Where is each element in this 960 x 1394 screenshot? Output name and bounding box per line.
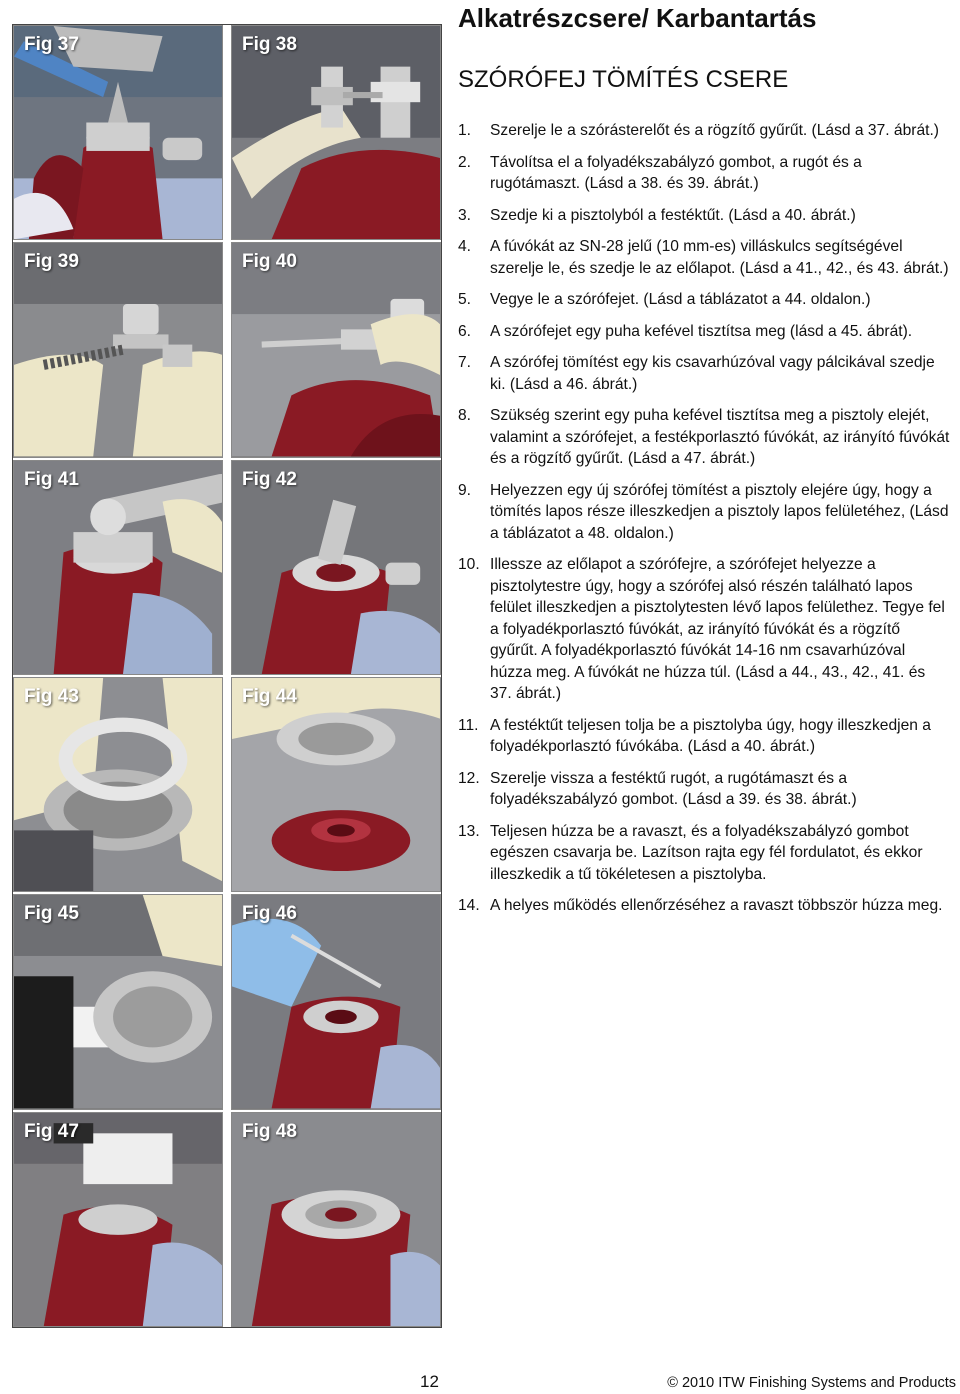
figure-label: Fig 39 <box>24 251 79 273</box>
step-text: Távolítsa el a folyadékszabályzó gombot, a rugót és a rugótámaszt. (Lásd a 38. és 39. ábrát.) <box>490 153 862 192</box>
figure-label: Fig 42 <box>242 468 297 490</box>
figure-39-photo <box>13 242 223 457</box>
step-item <box>458 715 950 758</box>
step-number: 6. <box>458 322 472 340</box>
step-number: 12. <box>458 769 480 787</box>
step-list <box>458 120 950 917</box>
step-number: 11. <box>458 716 479 734</box>
step-number: 3. <box>458 206 472 224</box>
step-number: 8. <box>458 407 472 424</box>
figure-label: Fig 47 <box>24 1120 79 1142</box>
step-number: 4. <box>458 238 472 255</box>
step-text: Helyezzen egy új szórófej tömítést a pisztoly elejére úgy, hogy a tömítés lapos része illeszkedjen a pisztoly lapos felületéhez, (Lásd a táblázatot a 48. oldalon.) <box>490 481 949 542</box>
copyright-notice: © 2010 ITW Finishing Systems and Products <box>667 1375 956 1391</box>
step-text: Szedje ki a pisztolyból a festéktűt. (Lásd a 40. ábrát.) <box>490 206 856 224</box>
figure-42-photo <box>231 460 441 675</box>
step-item <box>458 554 950 705</box>
figure-38-photo <box>231 25 441 240</box>
step-item <box>458 289 950 311</box>
step-item <box>458 152 950 195</box>
figure-label: Fig 37 <box>24 34 79 55</box>
step-item <box>458 895 950 917</box>
figure-label: Fig 46 <box>242 903 297 925</box>
step-text: A szórófejet egy puha kefével tisztítsa meg (lásd a 45. ábrát). <box>490 322 913 340</box>
step-item <box>458 352 950 395</box>
step-text: A festéktűt teljesen tolja be a pisztolyba úgy, hogy illeszkedjen a folyadékporlasztó fúvókába. (Lásd a 40. ábrát.) <box>490 716 931 755</box>
figure-46-photo <box>231 894 441 1109</box>
figure-37-photo <box>13 25 223 240</box>
step-text: Illessze az előlapot a szórófejre, a szórófejet helyezze a pisztolytestre úgy, hogy a szórófej alsó részén található lapos felület illeszkedjen a pisztolytesten lévő lapos felülethez. Tegye fel a folyadékporlasztó fúvókát, az irányító fúvókát és a rögzítő gyűrűt. A folyadékporlasztó fúvókát 14-16 nm csavarhúzóval húzza meg. A fúvókát ne húzza túl. (Lásd a 44., 43., 42., 41. és 37. ábrát.) <box>490 556 945 702</box>
step-item <box>458 768 950 811</box>
figure-45-photo <box>13 894 223 1109</box>
step-text: Szerelje le a szórásterelőt és a rögzítő gyűrűt. (Lásd a 37. ábrát.) <box>490 122 939 139</box>
step-item <box>458 321 950 343</box>
figure-label: Fig 38 <box>242 34 297 55</box>
step-item <box>458 405 950 470</box>
step-item <box>458 120 950 142</box>
section-title: SZÓRÓFEJ TÖMÍTÉS CSERE <box>458 66 789 93</box>
figure-47-photo <box>13 1112 223 1327</box>
page-title: Alkatrészcsere/ Karbantartás <box>458 3 817 33</box>
step-text: A helyes működés ellenőrzéséhez a ravaszt többször húzza meg. <box>490 897 943 914</box>
step-number: 9. <box>458 481 472 499</box>
step-item <box>458 236 950 279</box>
step-number: 7. <box>458 354 472 371</box>
step-text: Teljesen húzza be a ravaszt, és a folyadékszabályzó gombot egészen csavarja be. Lazítson rajta egy fél fordulatot, és ekkor illeszkedik a tű tökéletesen a pisztolyba. <box>490 822 923 883</box>
step-number: 13. <box>458 822 480 840</box>
figure-40-photo <box>231 242 441 457</box>
figure-label: Fig 44 <box>242 685 297 707</box>
figure-44-photo <box>231 677 441 892</box>
figure-label: Fig 43 <box>24 685 79 707</box>
step-number: 5. <box>458 291 472 308</box>
step-text: Szükség szerint egy puha kefével tisztítsa meg a pisztoly elejét, valamint a szórófejet, a festékporlasztó fúvókát, az irányító fúvókát és a rögzítő gyűrűt. (Lásd a 47. ábrát.) <box>490 407 950 467</box>
step-text: A szórófej tömítést egy kis csavarhúzóval vagy pálcikával szedje ki. (Lásd a 46. ábrát.) <box>490 354 935 393</box>
figure-41-photo <box>13 460 223 675</box>
figure-48-photo <box>231 1112 441 1327</box>
figure-grid <box>12 24 442 1328</box>
step-item <box>458 205 950 227</box>
figure-43-photo <box>13 677 223 892</box>
step-item <box>458 480 950 545</box>
figure-label: Fig 41 <box>24 468 79 490</box>
step-number: 10. <box>458 556 480 573</box>
step-text: A fúvókát az SN-28 jelű (10 mm-es) villáskulcs segítségével szerelje le, és szedje le az előlapot. (Lásd a 41., 42., és 43. ábrát.) <box>490 238 949 277</box>
page-number: 12 <box>420 1372 439 1391</box>
step-number: 1. <box>458 122 472 139</box>
step-number: 14. <box>458 897 480 914</box>
step-text: Vegye le a szórófejet. (Lásd a táblázatot a 44. oldalon.) <box>490 291 871 308</box>
figure-label: Fig 48 <box>242 1120 297 1142</box>
figure-label: Fig 45 <box>24 903 79 925</box>
step-number: 2. <box>458 153 472 171</box>
step-text: Szerelje vissza a festéktű rugót, a rugótámaszt és a folyadékszabályzó gombot. (Lásd a 39. és 38. ábrát.) <box>490 769 857 808</box>
instructions-column <box>458 0 950 927</box>
step-item <box>458 821 950 886</box>
figure-label: Fig 40 <box>242 251 297 273</box>
